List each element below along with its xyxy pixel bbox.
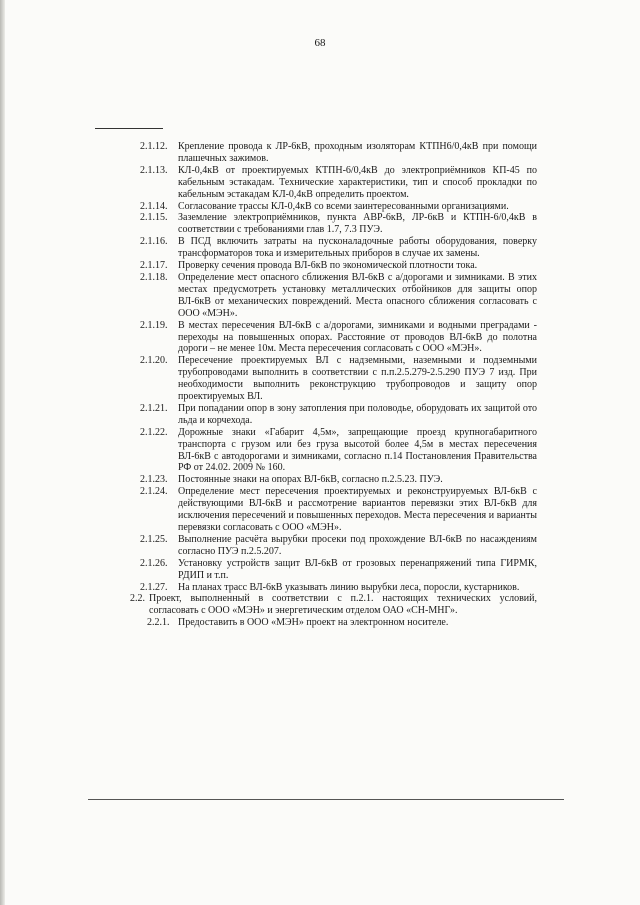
list-item — [140, 427, 537, 475]
list-item — [140, 212, 537, 236]
item-text: На планах трасс ВЛ-6кВ указывать линию вырубки леса, поросли, кустарников. — [178, 581, 520, 593]
item-number: 2.1.22. — [140, 426, 168, 438]
list-item — [140, 272, 537, 320]
subsection-number: 2.2.1. — [147, 617, 170, 629]
item-number: 2.1.21. — [140, 402, 168, 414]
item-text: В местах пересечения ВЛ-6кВ с а/дорогами, зимниками и водными преградами - переходы на повышенных опорах. Расстояние от проводов ВЛ-6кВ до полотна дороги – не менее 10м. Места пересечения согласовать с ООО «МЭН». — [178, 319, 537, 355]
item-text: Выполнение расчёта вырубки просеки под прохождение ВЛ-6кВ по насаждениям согласно ПУЭ п.2.5.207. — [178, 533, 537, 557]
item-number: 2.1.13. — [140, 164, 168, 176]
list-item — [140, 558, 537, 582]
list-item — [140, 403, 537, 427]
item-number: 2.1.20. — [140, 355, 168, 367]
page-binding-edge — [0, 0, 5, 905]
item-number: 2.1.26. — [140, 557, 168, 569]
subsection-text: Предоставить в ООО «МЭН» проект на электронном носителе. — [178, 617, 449, 629]
item-text: Определение мест пересечения проектируемых и реконструируемых ВЛ-6кВ с действующими ВЛ-6кВ и рассмотрение вариантов перевязки этих ВЛ-6кВ для исключения пересечений и повышенных переходов. Места пересечения и варианты перевязки согласовать с ООО «МЭН». — [178, 486, 537, 533]
item-number: 2.1.15. — [140, 212, 168, 224]
item-text: Дорожные знаки «Габарит 4,5м», запрещающие проезд крупногабаритного транспорта с грузом или без груза высотой более 4,5м в местах пересечения ВЛ-6кВ с автодорогами и зимниками, согласно п.14 Постановления Правительства РФ от 24.02. 2009 № 160. — [178, 426, 537, 474]
item-number: 2.1.16. — [140, 236, 168, 248]
item-text: Согласование трассы КЛ-0,4кВ со всеми заинтересованными организациями. — [178, 200, 509, 212]
item-text: Установку устройств защит ВЛ-6кВ от грозовых перенапряжений типа ГИРМК, РДИП и т.п. — [178, 557, 537, 581]
item-text: Заземление электроприёмников, пункта АВР-6кВ, ЛР-6кВ и КТПН-6/0,4кВ в соответствии с требованиями глав 1.7, 7.3 ПУЭ. — [178, 212, 537, 236]
item-number: 2.1.17. — [140, 260, 168, 272]
subsection-item — [147, 617, 537, 629]
item-text: Определение мест опасного сближения ВЛ-6кВ с а/дорогами и зимниками. В этих местах предусмотреть установку металлических отбойников для защиты опор ВЛ-6кВ от механических повреждений. Места опасного сближения согласовать с ООО «МЭН». — [178, 271, 537, 319]
header-separator-line — [95, 128, 163, 129]
item-number: 2.1.19. — [140, 319, 168, 331]
item-text: Крепление провода к ЛР-6кВ, проходным изоляторам КТПН6/0,4кВ при помощи плашечных зажимов. — [178, 141, 537, 164]
footer-separator-line — [88, 799, 564, 800]
list-item — [140, 474, 537, 486]
section-text: Проект, выполненный в соответствии с п.2.1. настоящих технических условий, согласовать с ООО «МЭН» и энергетическим отделом ОАО «СН-МНГ». — [149, 593, 537, 617]
item-number: 2.1.18. — [140, 271, 168, 283]
page-number: 68 — [314, 37, 326, 49]
item-text: В ПСД включить затраты на пусконаладочные работы оборудования, поверку трансформаторов тока и измерительных приборов в случае их замены. — [178, 236, 537, 260]
item-text: При попадании опор в зону затопления при половодье, оборудовать их защитой ото льда и корчехода. — [178, 402, 537, 426]
item-text: Пересечение проектируемых ВЛ с надземными, наземными и подземными трубопроводами выполнить в соответствии с п.п.2.5.279-2.5.290 ПУЭ 7 изд. При необходимости выполнить реконструкцию трубопроводов и защиту опор проектируемых ВЛ. — [178, 355, 537, 403]
item-text: Постоянные знаки на опорах ВЛ-6кВ, согласно п.2.5.23. ПУЭ. — [178, 474, 443, 486]
list-item — [140, 486, 537, 534]
item-number: 2.1.12. — [140, 141, 168, 152]
item-number: 2.1.27. — [140, 581, 168, 593]
item-number: 2.1.25. — [140, 533, 168, 545]
item-number: 2.1.24. — [140, 486, 168, 498]
item-number: 2.1.23. — [140, 474, 168, 486]
list-item — [140, 260, 537, 272]
requirements-list — [130, 141, 537, 629]
item-text: Проверку сечения провода ВЛ-6кВ по экономической плотности тока. — [178, 260, 478, 272]
list-item — [140, 236, 537, 260]
section-item — [130, 593, 537, 617]
list-item — [140, 141, 537, 165]
list-item — [140, 534, 537, 558]
item-text: КЛ-0,4кВ от проектируемых КТПН-6/0,4кВ до электроприёмников КП-45 по кабельным эстакадам. Технические характеристики, тип и способ прокладки по кабельным эстакадам КЛ-0,4кВ определить проектом. — [178, 164, 537, 200]
list-item — [140, 201, 537, 213]
list-item — [140, 355, 537, 403]
item-number: 2.1.14. — [140, 200, 168, 212]
list-item — [140, 165, 537, 201]
list-item — [140, 582, 537, 594]
section-number: 2.2. — [130, 593, 145, 605]
list-item — [140, 320, 537, 356]
